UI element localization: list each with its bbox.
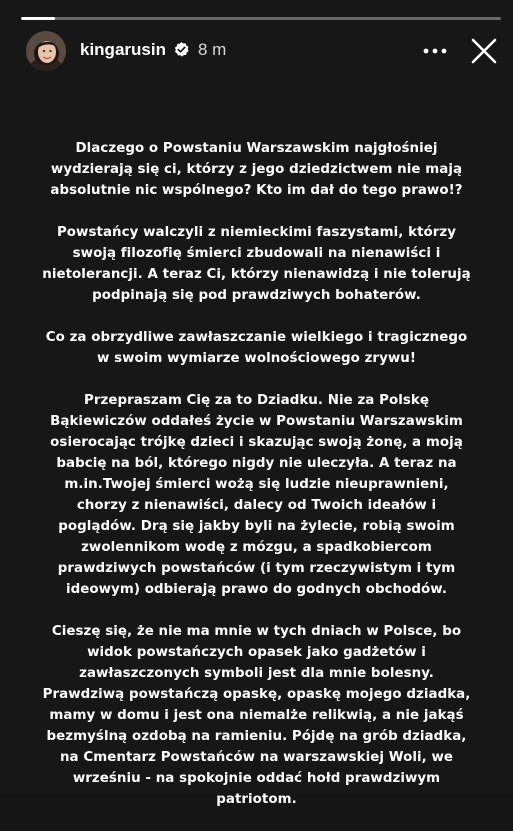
avatar[interactable]	[26, 31, 66, 71]
story-text-line: Dlaczego o Powstaniu Warszawskim najgłośniej	[75, 141, 438, 156]
story-text-line: swoją filozofię śmierci zbudowali na nienawiści i	[72, 246, 441, 261]
story-text-line: ideowym) odbierają prawo do godnych obchodów.	[65, 582, 448, 597]
verified-badge-icon	[173, 41, 190, 58]
story-paragraph	[24, 390, 489, 600]
story-text-line: nietolerancji. A teraz Ci, którzy nienawidzą i nie tolerują	[42, 267, 471, 282]
story-text-line: mamy w domu i jest ona niemalże relikwią, a nie jakąś	[49, 708, 464, 723]
story-text-line: Cieszę się, że nie ma mnie w tych dniach w Polsce, bo	[51, 624, 462, 639]
story-text-line: Przepraszam Cię za to Dziadku. Nie za Polskę	[84, 393, 429, 408]
story-text	[24, 138, 489, 831]
close-icon	[471, 38, 497, 64]
story-text-line: chorzy z nienawiści, dalecy od Twoich ideałów i	[76, 498, 437, 513]
story-text-line: patriotom.	[216, 792, 297, 807]
story-text-line: podpinają się pod prawdziwych bohaterów.	[92, 288, 421, 303]
story-paragraph	[24, 621, 489, 810]
story-text-line: poglądów. Drą się jakby byli na żylecie, robią swoim	[58, 519, 455, 534]
story-text-line: w swoim wymiarze wolnościowego zrywu!	[96, 351, 417, 366]
story-text-line: zawłaszczonych symboli jest dla mnie bolesny.	[79, 666, 434, 681]
username[interactable]: kingarusin	[80, 40, 166, 59]
story-text-line: wrześniu - na spokojnie oddać hołd prawdziwym	[72, 771, 441, 786]
story-text-line: widok powstańczych opasek jako gadżetów i	[87, 645, 426, 660]
story-text-line: Prawdziwą powstańczą opaskę, opaskę mojego dziadka,	[42, 687, 471, 702]
story-paragraph	[24, 327, 489, 369]
story-text-line: Powstańcy walczyli z niemieckimi faszystami, którzy	[56, 225, 457, 240]
story-timestamp: 8 m	[198, 40, 227, 59]
story-text-line: absolutnie nic wspólnego? Kto im dał do tego prawo!?	[50, 183, 463, 198]
story-paragraph	[24, 222, 489, 306]
story-header	[0, 28, 513, 76]
story-text-line: zwolennikom wodę z mózgu, a spadkobiercom	[81, 540, 432, 555]
story-text-line: osierocając trójkę dzieci i skazując swoją żonę, a moją	[50, 435, 463, 450]
more-options-button[interactable]	[420, 36, 450, 66]
story-text-line: na Cmentarz Powstańców na warszawskiej Woli, we	[59, 750, 454, 765]
close-button[interactable]	[468, 35, 500, 67]
story-text-line: Co za obrzydliwe zawłaszczanie wielkiego i tragicznego	[45, 330, 468, 345]
story-text-line: Bąkiewiczów oddałeś życie w Powstaniu Warszawskim	[50, 414, 463, 429]
story-text-line: m.in.Twojej śmierci wożą się ludzie nieuprawnieni,	[64, 477, 449, 492]
avatar-photo-icon	[26, 31, 66, 71]
story-text-line: wydzierają się ci, którzy z jego dziedzictwem nie mają	[50, 162, 463, 177]
story-text-line: babcię na ból, którego nigdy nie uleczyła. A teraz na	[56, 456, 457, 471]
story-progress-fill	[21, 17, 55, 20]
story-progress-bar	[21, 17, 501, 20]
story-text-line: prawdziwych powstańców (i tym rzeczywistym i tym	[57, 561, 456, 576]
more-horizontal-icon	[423, 48, 447, 54]
story-text-line: bezmyślną ozdobą na ramieniu. Pójdę na grób dziadka,	[46, 729, 467, 744]
story-paragraph	[24, 138, 489, 201]
